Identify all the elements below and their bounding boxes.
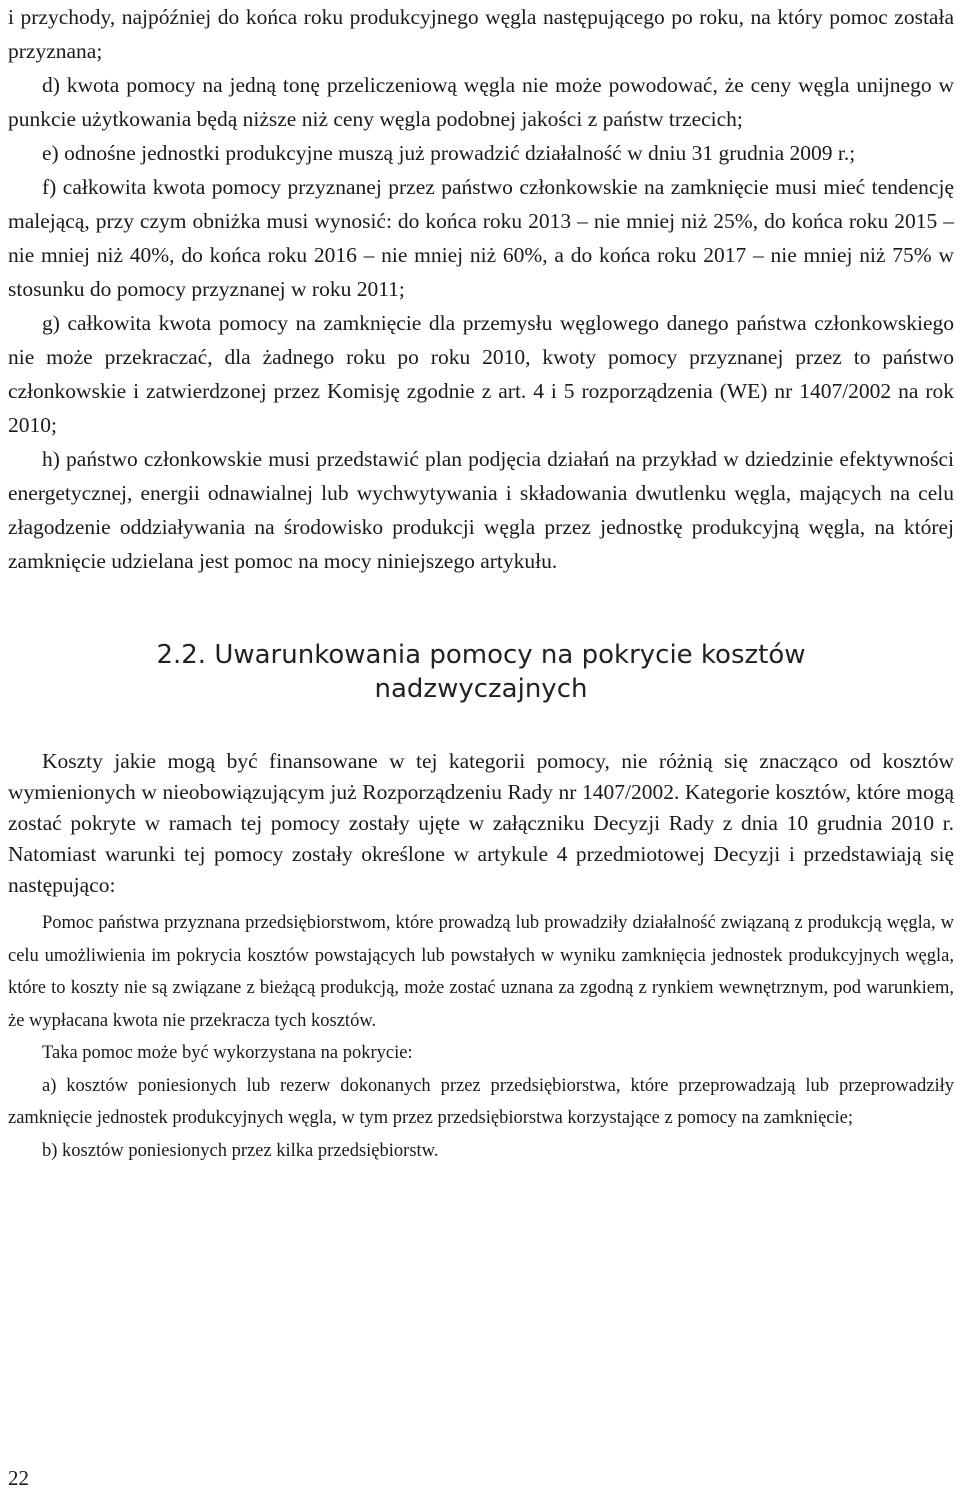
quote-item-b: b) kosztów poniesionych przez kilka przedsiębiorstw. — [42, 1140, 439, 1161]
conditions-list — [8, 0, 954, 578]
quote-paragraph-1: Pomoc państwa przyznana przedsiębiorstwom, które prowadzą lub prowadziły działalność związaną z produkcją węgla, w celu umożliwienia im pokrycia kosztów powstających lub powstałych w wyniku zamknięcia jednostek produkcyjnych węgla, które to koszty nie są związane z bieżącą produkcją, może zostać uznana za zgodną z rynkiem wewnętrznym, pod warunkiem, że wypłacana kwota nie przekracza tych kosztów. — [8, 913, 954, 1031]
page-number: 22 — [8, 1466, 29, 1490]
paragraph-continuation: i przychody, najpóźniej do końca roku produkcyjnego węgla następującego po roku, na który pomoc została przyznana; — [8, 5, 954, 63]
intro-section — [8, 746, 954, 901]
section-heading-line2: nadzwyczajnych — [374, 674, 588, 704]
quote-paragraph-2: Taka pomoc może być wykorzystana na pokrycie: — [42, 1043, 413, 1063]
section-heading — [8, 638, 954, 706]
section-heading-line1: 2.2. Uwarunkowania pomocy na pokrycie kosztów — [156, 640, 806, 670]
condition-f: f) całkowita kwota pomocy przyznanej przez państwo członkowskie na zamknięcie musi mieć tendencję malejącą, przy czym obniżka musi wynosić: do końca roku 2013 – nie mniej niż 25%, do końca roku 2015 – nie mniej niż 40%, do końca roku 2016 – nie mniej niż 60%, a do końca roku 2017 – nie mniej niż 75% w stosunku do pomocy przyznanej w roku 2011; — [8, 175, 954, 301]
condition-d: d) kwota pomocy na jedną tonę przeliczeniową węgla nie może powodować, że ceny węgla unijnego w punkcie użytkowania będą niższe niż ceny węgla podobnej jakości z państw trzecich; — [8, 73, 954, 131]
condition-e: e) odnośne jednostki produkcyjne muszą już prowadzić działalność w dniu 31 grudnia 2009 r.; — [42, 141, 856, 165]
intro-paragraph: Koszty jakie mogą być finansowane w tej kategorii pomocy, nie różnią się znacząco od kosztów wymienionych w nieobowiązującym już Rozporządzeniu Rady nr 1407/2002. Kategorie kosztów, które mogą zostać pokryte w ramach tej pomocy zostały ujęte w załączniku Decyzji Rady z dnia 10 grudnia 2010 r. Natomiast warunki tej pomocy zostały określone w artykule 4 przedmiotowej Decyzji i przedstawiają się następująco: — [8, 749, 954, 897]
document-page — [8, 0, 954, 1167]
quote-item-a: a) kosztów poniesionych lub rezerw dokonanych przez przedsiębiorstwa, które przeprowadzają lub przeprowadziły zamknięcie jednostek produkcyjnych węgla, w tym przez przedsiębiorstwa korzystające z pomocy na zamknięcie; — [8, 1075, 954, 1128]
condition-g: g) całkowita kwota pomocy na zamknięcie dla przemysłu węglowego danego państwa członkowskiego nie może przekraczać, dla żadnego roku po roku 2010, kwoty pomocy przyznanej przez to państwo członkowskie i zatwierdzonej przez Komisję zgodnie z art. 4 i 5 rozporządzenia (WE) nr 1407/2002 na rok 2010; — [8, 311, 954, 437]
condition-h: h) państwo członkowskie musi przedstawić plan podjęcia działań na przykład w dziedzinie efektywności energetycznej, energii odnawialnej lub wychwytywania i składowania dwutlenku węgla, mających na celu złagodzenie oddziaływania na środowisko produkcji węgla przez jednostkę produkcyjną węgla, na której zamknięcie udzielana jest pomoc na mocy niniejszego artykułu. — [8, 447, 954, 573]
quoted-article — [8, 907, 954, 1167]
